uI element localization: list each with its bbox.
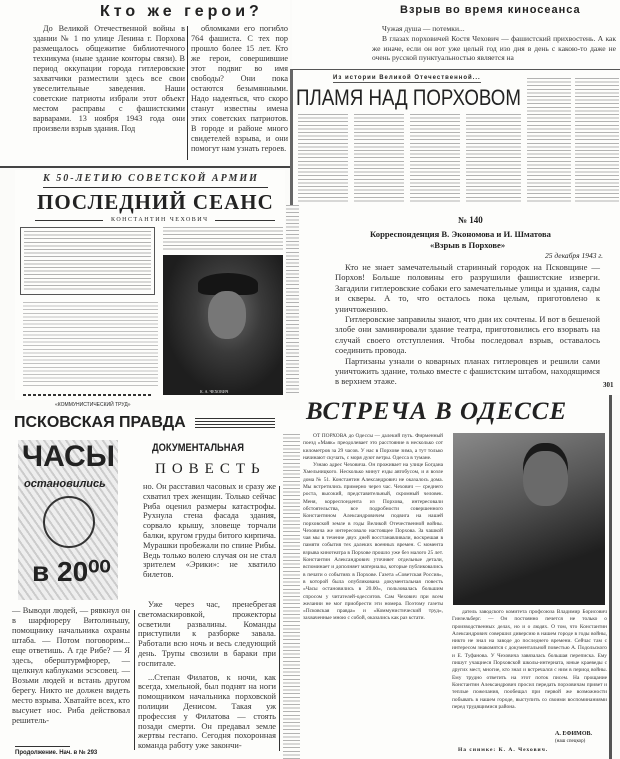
paragraph: Партизаны узнали о коварных планах гитлеровцев и решили сами уничтожить здание, только вместе с фашистским штабом, находящимся в верхнем этаже. (335, 355, 600, 387)
headline: ПЛАМЯ НАД ПОРХОВОМ (296, 85, 521, 110)
headline: Взрыв во время киносеанса (400, 4, 581, 16)
paragraph: ...Степан Филатов, к ночи, как всегда, хмельной, был поднят на ноги помощником начальника порховской полиции Денисом. Такая уж профессия у Филатова — стоять позади смерти. Он предавал земле жертвы гестапо. Сегодня похоронная команда работу уже закончи- (138, 672, 276, 751)
fine-print (23, 302, 158, 387)
article-column: — Выводи людей, — рявкнул он в шарфюреру Витолиньшу, помощнику начальника охраны штаба. — Потом поговорим... еще ответишь. А где Рибе? — Я здесь, оберштурмфюрер, — щелкнул каблуками эсэсовец. — Возьми людей и встань другом берегу. Никто не должен видеть место взрыва. Хватайте всех, кто высунет нос. Риба действовал решитель- (12, 606, 130, 725)
divider (43, 187, 268, 188)
kicker: ДОКУМЕНТАЛЬНАЯ (152, 442, 244, 454)
clipping-pskovskaya-pravda (0, 410, 300, 759)
paragraph: Кто не знает замечательный старинный городок на Псковщине — Порхов! Больше половины его разрушили фашистские изверги. Загадили гитлеровские собаки его замечательные улицы и здания, сады и скверы. А то, что осталось пока целым, приготовлено к уничтожению. (335, 262, 600, 314)
headline: Кто же герои? (100, 3, 263, 20)
clock-face (43, 496, 95, 548)
fine-print (466, 114, 521, 204)
document-date: 25 декабря 1943 г. (545, 251, 604, 260)
continued-note: Продолжение. Нач. в № 293 (15, 750, 98, 756)
article-column: обломками его погибло 764 фашиста. С тех пор прошло более 15 лет. Кто же герои, совершившие этот подвиг во имя свободы? Они пока остаются безымянными. Надо надеяться, что скоро станут известны имена этих советских патриотов. В городе и районе много свидетелей взрыва, и они помогут нам узнать героев. (191, 24, 288, 153)
fine-print (286, 205, 299, 395)
article-text: Чужая душа — потемки... (382, 24, 465, 33)
fine-print (298, 114, 348, 204)
masthead-stripes (195, 418, 275, 430)
kicker: К 50-ЛЕТИЮ СОВЕТСКОЙ АРМИИ (43, 173, 259, 184)
article-column (138, 600, 276, 751)
lead: ОТ ПОРХОВА до Одессы — далекий путь. Фирменный поезд «Маяк» преодолевает это расстояние в несколько сот километров за 29 часов. У нас в Порхове зима, а тут только начинают скучать, с моря дуют ветры. Одесса в тумане. (303, 433, 443, 461)
divider (35, 220, 103, 221)
fine-print (354, 114, 404, 204)
poster-subtitle: остановились (24, 478, 106, 490)
clipping-plamya-nad-porkhovom (290, 69, 620, 205)
photo-caption: К. А. ЧЕХОВИЧ (200, 389, 229, 394)
page-number: 301 (603, 381, 614, 389)
headline: ВСТРЕЧА В ОДЕССЕ (306, 398, 568, 425)
poster-time: в 20⁰⁰ (32, 556, 111, 587)
column-divider (279, 486, 280, 751)
fine-print (410, 114, 460, 204)
paragraph: Уже через час, пренебрегая светомаскировкой, прожекторы осветили развалины. Команды приступили к разборке завала. Работали всю ночь и весь следующий день. Трупы свозили в бараки при госпитале. (138, 600, 276, 668)
poster-chasy (18, 440, 118, 600)
photo-chekhovich (453, 433, 605, 605)
paragraph: Гитлеровские заправилы знают, что дни их сочтены. И вот в бешеной злобе они заминировали здание театра, приготовились его взорвать на случай своего отступления. Чтобы последовал взрыв, оставалось соединить провода. (335, 314, 600, 356)
divider (215, 220, 275, 221)
intro-box (20, 227, 155, 295)
article-column: датель заводского комитета профсоюза Владимир Борисович Гинзельберг. — Он постоянно печется не только о производственных делах, но и о людях. О том, что Константин Александрович совершил диверсию в нашем городе в годы войны, никто не знал на заводе до последнего времени. Сейчас там с интересом знакомятся с документальной повестью А. Подольского и Е. Туфанова. У Чеховича завязалась большая переписка. Ему пишут учащиеся Порховской школы-интерната, юные краеведы с других мест, многие, кто знал и встречался с ним в период войны. Ему трудно ответить на этот поток писем. На прощание Константин Александрович просил передать порховичам привет и теплые пожелания, пообещал при первой же возможности побывать в нашем городе, выступить со своими воспоминаниями перед трудящимися района. (452, 609, 607, 710)
clipping-vstrecha-v-odesse (300, 395, 612, 759)
article-text: В глазах порховичей Костя Чехович — фашистский прихвостень. А как же иначе, если он вот уже целый год изо дня в день с какою-то даже не очень русской пунктуальностью является на (372, 34, 616, 62)
document-number: № 140 (458, 215, 483, 225)
signature: А. ЕФИМОВ. (555, 731, 592, 737)
document-subheading: «Взрыв в Порхове» (430, 240, 506, 250)
headline: ПОВЕСТЬ (155, 461, 266, 477)
clipping-doc-140 (300, 205, 620, 395)
document-heading: Корреспонденция В. Экономова и И. Шматова (370, 229, 551, 239)
fine-print (527, 78, 571, 203)
fine-print (283, 434, 300, 759)
clipping-posledny-seans (15, 170, 285, 400)
paragraph: Узнаю адрес Чеховича. Он проживает на улице Богдана Хмельницкого. Несколько минут езды автобусом, и я возле дома № 51. Константин Александрович не оказалось дома. Мы встретились примерно через час. Чехович — среднего роста, высокий, представительный, скромный человек. Меня, корреспондента из Порхова, интересовали обстоятельства, все подробности совершенного Константином Александровичем подвига на нашей порховской земле в годы Великой Отечественной войны. Чеховича же интересовало настоящее Порхова. За чашкой чая мы в течение двух дней восстанавливали, воскрешая в памяти события тех далеких военных времен. С момента взрыва кинотеатра в Порхове прошло уже без малого 25 лет. Константин Александрович уточняет отдельные детали, вспоминает и дополняет материалы, которые публиковались в печати о событиях в Порхове. Газета «Советская Россия», в которой была опубликована документальная повесть «Часы остановились в 20.00», пользовалась большим спросом у читателей-одесситов. Сам Чехович при всем желании не мог приобрести эти номера. Поэтому газеты «Псковская правда» и «Коммунистический труд», захваченные мною с собой, оказались как раз кстати. (303, 462, 443, 622)
document-body (335, 262, 600, 387)
headline: ПОСЛЕДНИЙ СЕАНС (37, 190, 274, 214)
article-column (303, 433, 443, 623)
author: КОНСТАНТИН ЧЕХОВИЧ (111, 217, 209, 223)
poster-title: ЧАСЫ (22, 440, 116, 473)
column-divider (134, 610, 135, 750)
signature-note: (наш спецкор) (555, 739, 586, 744)
article-column: но. Он расставил часовых и сразу же схватил трех женщин. Только сейчас Риба оценил размеры катастрофы. Рухнула стена фасада здания, сорвало крышу, зловеще торчали балки, кругом груды битого кирпича. Мурашки пробежали по спине Рибы. Ведь только волею случая он не стал зрителем «Эрики»: не хватило билетов. (143, 482, 276, 580)
head-shape (523, 451, 568, 506)
fine-print (163, 227, 283, 251)
masthead: ПСКОВСКАЯ ПРАВДА (14, 414, 186, 431)
column-divider (187, 26, 188, 160)
article-column: До Великой Отечественной войны в здании № 1 по улице Ленина г. Порхова размещалось общежитие библиотечного техникума (ныне здание конторы связи). В период оккупации города гитлеровские захватчики разместили здесь все свои увеселительные заведения. Наши советские патриоты избрали этот объект местом расправы с фашистскими варварами. 13 ноября 1943 года они произвели взрыв здания. Под (33, 24, 185, 133)
clipping-kto-zhe-geroi (0, 0, 290, 168)
divider (15, 746, 70, 747)
fine-print (575, 78, 619, 203)
wavy-divider (23, 394, 153, 396)
clipping-vzryv-kinoseansa (292, 0, 620, 69)
photo-caption: На снимке: К. А. Чехович. (458, 747, 549, 753)
kicker: Из истории Великой Отечественной... (333, 75, 481, 81)
face-shape (208, 291, 246, 339)
source-caption: «КОММУНИСТИЧЕСКИЙ ТРУД» (55, 402, 131, 408)
photo-portrait (163, 255, 283, 395)
